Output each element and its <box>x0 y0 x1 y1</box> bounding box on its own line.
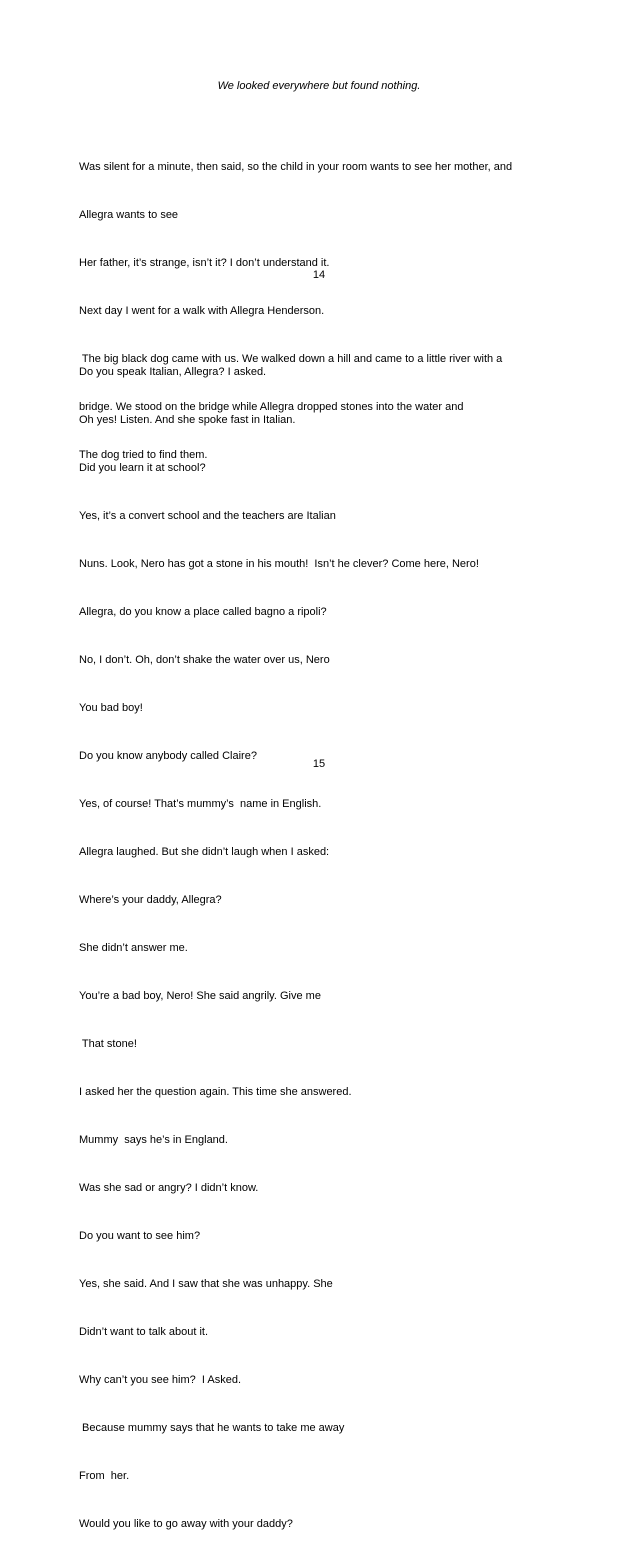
text-line: Yes, of course! That’s mummy’s name in English. <box>79 798 322 810</box>
text-line: Nuns. Look, Nero has got a stone in his mouth! Isn’t he clever? Come here, Nero! <box>79 558 479 570</box>
text-line: Did you learn it at school? <box>79 462 206 474</box>
text-line: Allegra, do you know a place called bagno a ripoli? <box>79 606 327 618</box>
text-line: Because mummy says that he wants to take me away <box>79 1422 345 1434</box>
italic-heading: We looked everywhere but found nothing. <box>217 80 421 92</box>
paragraph-block-2 <box>79 332 559 1564</box>
text-line: From her. <box>79 1470 130 1482</box>
page-number: 15 <box>312 758 326 770</box>
text-line: Allegra wants to see <box>79 209 179 221</box>
text-line: Where’s your daddy, Allegra? <box>79 894 222 906</box>
text-line: Oh yes! Listen. And she spoke fast in Italian. <box>79 414 296 426</box>
text-line: Next day I went for a walk with Allegra Henderson. <box>79 305 325 317</box>
text-line: That stone! <box>79 1038 137 1050</box>
text-line: She didn’t answer me. <box>79 942 188 954</box>
text-line: Do you speak Italian, Allegra? I asked. <box>79 366 267 378</box>
text-line: You’re a bad boy, Nero! She said angrily. Give me <box>79 990 321 1002</box>
text-line: bridge. We stood on the bridge while Allegra dropped stones into the water and <box>79 401 464 413</box>
text-line: You bad boy! <box>79 702 143 714</box>
text-line: Why can’t you see him? I Asked. <box>79 1374 242 1386</box>
text-line: Would you like to go away with your daddy? <box>79 1518 293 1530</box>
text-line: Was she sad or angry? I didn’t know. <box>79 1182 259 1194</box>
text-line: Yes, it’s a convert school and the teachers are Italian <box>79 510 336 522</box>
page-number: 14 <box>312 269 326 281</box>
text-line: The big black dog came with us. We walked down a hill and came to a little river with a <box>79 353 503 365</box>
text-line: Do you want to see him? <box>79 1230 201 1242</box>
text-line: Didn’t want to talk about it. <box>79 1326 209 1338</box>
text-line: I asked her the question again. This time she answered. <box>79 1086 352 1098</box>
text-line: Allegra laughed. But she didn’t laugh when I asked: <box>79 846 330 858</box>
text-line: The dog tried to find them. <box>79 449 208 461</box>
text-line: Mummy says he’s in England. <box>79 1134 228 1146</box>
text-line: Do you know anybody called Claire? <box>79 750 257 762</box>
text-line: Yes, she said. And I saw that she was unhappy. She <box>79 1278 333 1290</box>
text-line: Her father, it’s strange, isn’t it? I don’t understand it. <box>79 257 330 269</box>
text-line: Was silent for a minute, then said, so the child in your room wants to see her mother, and <box>79 161 513 173</box>
text-line: No, I don’t. Oh, don’t shake the water over us, Nero <box>79 654 330 666</box>
